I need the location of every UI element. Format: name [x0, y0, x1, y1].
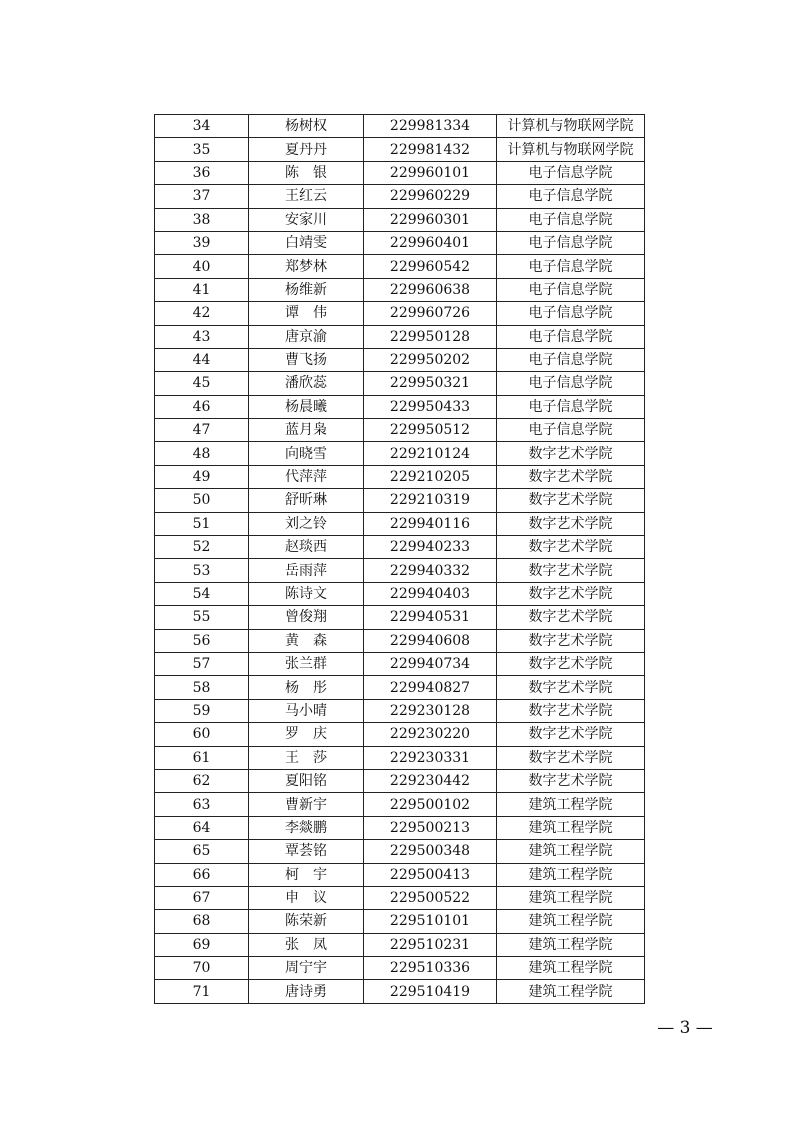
row-number-cell: 45	[155, 372, 249, 395]
row-number-cell: 37	[155, 185, 249, 208]
table-row	[155, 302, 645, 325]
student-id-cell: 229940403	[364, 582, 497, 605]
table-row	[155, 325, 645, 348]
row-number-cell: 71	[155, 980, 249, 1003]
row-number-cell: 69	[155, 933, 249, 956]
student-name-cell: 杨晨曦	[249, 395, 364, 418]
student-name-cell: 赵琰西	[249, 536, 364, 559]
student-id-cell: 229510419	[364, 980, 497, 1003]
student-name-cell: 罗 庆	[249, 723, 364, 746]
student-name-cell: 安家川	[249, 208, 364, 231]
table-row	[155, 980, 645, 1003]
student-id-cell: 229230331	[364, 746, 497, 769]
table-row	[155, 372, 645, 395]
student-id-cell: 229940332	[364, 559, 497, 582]
college-name-cell: 建筑工程学院	[497, 886, 645, 909]
table-row	[155, 395, 645, 418]
college-name-cell: 建筑工程学院	[497, 793, 645, 816]
student-name-cell: 张 凤	[249, 933, 364, 956]
table-row	[155, 816, 645, 839]
student-name-cell: 蓝月枭	[249, 419, 364, 442]
student-name-cell: 白靖雯	[249, 231, 364, 254]
table-row	[155, 863, 645, 886]
student-name-cell: 刘之铃	[249, 512, 364, 535]
row-number-cell: 36	[155, 161, 249, 184]
student-id-cell: 229230128	[364, 699, 497, 722]
college-name-cell: 电子信息学院	[497, 325, 645, 348]
student-name-cell: 唐诗勇	[249, 980, 364, 1003]
college-name-cell: 电子信息学院	[497, 395, 645, 418]
student-id-cell: 229981334	[364, 115, 497, 138]
row-number-cell: 70	[155, 957, 249, 980]
student-name-cell: 舒昕琳	[249, 489, 364, 512]
college-name-cell: 电子信息学院	[497, 419, 645, 442]
college-name-cell: 电子信息学院	[497, 278, 645, 301]
table-row	[155, 419, 645, 442]
table-row	[155, 512, 645, 535]
student-name-cell: 夏阳铭	[249, 769, 364, 792]
row-number-cell: 58	[155, 676, 249, 699]
student-name-cell: 覃荟铭	[249, 840, 364, 863]
table-row	[155, 559, 645, 582]
row-number-cell: 65	[155, 840, 249, 863]
table-row	[155, 886, 645, 909]
college-name-cell: 数字艺术学院	[497, 699, 645, 722]
student-name-cell: 郑梦林	[249, 255, 364, 278]
table-row	[155, 348, 645, 371]
college-name-cell: 建筑工程学院	[497, 980, 645, 1003]
student-name-cell: 曾俊翔	[249, 606, 364, 629]
row-number-cell: 44	[155, 348, 249, 371]
college-name-cell: 数字艺术学院	[497, 676, 645, 699]
student-id-cell: 229960229	[364, 185, 497, 208]
row-number-cell: 39	[155, 231, 249, 254]
college-name-cell: 电子信息学院	[497, 348, 645, 371]
row-number-cell: 49	[155, 465, 249, 488]
row-number-cell: 35	[155, 138, 249, 161]
student-id-cell: 229950128	[364, 325, 497, 348]
table-row	[155, 536, 645, 559]
student-name-cell: 陈 银	[249, 161, 364, 184]
student-name-cell: 杨 彤	[249, 676, 364, 699]
student-name-cell: 向晓雪	[249, 442, 364, 465]
table-row	[155, 676, 645, 699]
student-id-cell: 229940608	[364, 629, 497, 652]
row-number-cell: 62	[155, 769, 249, 792]
table-row	[155, 185, 645, 208]
row-number-cell: 38	[155, 208, 249, 231]
table-row	[155, 138, 645, 161]
table-row	[155, 933, 645, 956]
student-id-cell: 229500413	[364, 863, 497, 886]
student-name-cell: 杨树权	[249, 115, 364, 138]
college-name-cell: 数字艺术学院	[497, 723, 645, 746]
college-name-cell: 电子信息学院	[497, 185, 645, 208]
college-name-cell: 数字艺术学院	[497, 512, 645, 535]
table-row	[155, 582, 645, 605]
student-name-cell: 柯 宇	[249, 863, 364, 886]
student-name-cell: 杨维新	[249, 278, 364, 301]
row-number-cell: 43	[155, 325, 249, 348]
row-number-cell: 34	[155, 115, 249, 138]
table-row	[155, 489, 645, 512]
table-row	[155, 606, 645, 629]
student-id-cell: 229960638	[364, 278, 497, 301]
college-name-cell: 电子信息学院	[497, 208, 645, 231]
row-number-cell: 48	[155, 442, 249, 465]
student-name-cell: 谭 伟	[249, 302, 364, 325]
table-row	[155, 115, 645, 138]
student-name-cell: 岳雨萍	[249, 559, 364, 582]
college-name-cell: 数字艺术学院	[497, 606, 645, 629]
student-id-cell: 229230220	[364, 723, 497, 746]
table-row	[155, 793, 645, 816]
table-row	[155, 255, 645, 278]
student-id-cell: 229500102	[364, 793, 497, 816]
college-name-cell: 建筑工程学院	[497, 816, 645, 839]
row-number-cell: 52	[155, 536, 249, 559]
table-row	[155, 442, 645, 465]
college-name-cell: 电子信息学院	[497, 302, 645, 325]
student-id-cell: 229960542	[364, 255, 497, 278]
student-name-cell: 夏丹丹	[249, 138, 364, 161]
student-id-cell: 229510231	[364, 933, 497, 956]
student-id-cell: 229940734	[364, 652, 497, 675]
college-name-cell: 数字艺术学院	[497, 489, 645, 512]
student-id-cell: 229950433	[364, 395, 497, 418]
row-number-cell: 41	[155, 278, 249, 301]
student-name-cell: 申 议	[249, 886, 364, 909]
college-name-cell: 建筑工程学院	[497, 840, 645, 863]
college-name-cell: 电子信息学院	[497, 161, 645, 184]
table-row	[155, 840, 645, 863]
student-name-cell: 曹新宇	[249, 793, 364, 816]
student-name-cell: 潘欣蕊	[249, 372, 364, 395]
student-id-cell: 229960726	[364, 302, 497, 325]
student-roster-table	[154, 114, 645, 1004]
college-name-cell: 数字艺术学院	[497, 465, 645, 488]
student-id-cell: 229510336	[364, 957, 497, 980]
college-name-cell: 建筑工程学院	[497, 957, 645, 980]
student-id-cell: 229960301	[364, 208, 497, 231]
college-name-cell: 数字艺术学院	[497, 769, 645, 792]
table-row	[155, 465, 645, 488]
student-id-cell: 229940233	[364, 536, 497, 559]
college-name-cell: 电子信息学院	[497, 372, 645, 395]
student-name-cell: 马小晴	[249, 699, 364, 722]
college-name-cell: 数字艺术学院	[497, 442, 645, 465]
row-number-cell: 42	[155, 302, 249, 325]
college-name-cell: 电子信息学院	[497, 231, 645, 254]
row-number-cell: 60	[155, 723, 249, 746]
college-name-cell: 建筑工程学院	[497, 910, 645, 933]
table-row	[155, 652, 645, 675]
student-name-cell: 唐京渝	[249, 325, 364, 348]
row-number-cell: 57	[155, 652, 249, 675]
row-number-cell: 47	[155, 419, 249, 442]
college-name-cell: 数字艺术学院	[497, 559, 645, 582]
student-id-cell: 229950321	[364, 372, 497, 395]
page-number: — 3 —	[657, 1018, 713, 1038]
row-number-cell: 63	[155, 793, 249, 816]
row-number-cell: 68	[155, 910, 249, 933]
table-row	[155, 723, 645, 746]
student-id-cell: 229500348	[364, 840, 497, 863]
student-id-cell: 229210124	[364, 442, 497, 465]
student-id-cell: 229940531	[364, 606, 497, 629]
table-row	[155, 746, 645, 769]
college-name-cell: 数字艺术学院	[497, 582, 645, 605]
student-id-cell: 229500213	[364, 816, 497, 839]
college-name-cell: 计算机与物联网学院	[497, 138, 645, 161]
college-name-cell: 数字艺术学院	[497, 652, 645, 675]
table-row	[155, 769, 645, 792]
table-row	[155, 957, 645, 980]
college-name-cell: 电子信息学院	[497, 255, 645, 278]
table-row	[155, 278, 645, 301]
student-name-cell: 代萍萍	[249, 465, 364, 488]
table-row	[155, 208, 645, 231]
table-row	[155, 699, 645, 722]
roster-table-body	[155, 115, 645, 1004]
student-id-cell: 229510101	[364, 910, 497, 933]
row-number-cell: 59	[155, 699, 249, 722]
student-id-cell: 229981432	[364, 138, 497, 161]
student-id-cell: 229940116	[364, 512, 497, 535]
student-id-cell: 229230442	[364, 769, 497, 792]
row-number-cell: 50	[155, 489, 249, 512]
student-name-cell: 陈荣新	[249, 910, 364, 933]
row-number-cell: 46	[155, 395, 249, 418]
college-name-cell: 数字艺术学院	[497, 536, 645, 559]
student-id-cell: 229950512	[364, 419, 497, 442]
college-name-cell: 计算机与物联网学院	[497, 115, 645, 138]
row-number-cell: 53	[155, 559, 249, 582]
student-id-cell: 229500522	[364, 886, 497, 909]
student-id-cell: 229950202	[364, 348, 497, 371]
student-id-cell: 229960401	[364, 231, 497, 254]
student-id-cell: 229960101	[364, 161, 497, 184]
row-number-cell: 66	[155, 863, 249, 886]
table-row	[155, 629, 645, 652]
student-name-cell: 王 莎	[249, 746, 364, 769]
student-id-cell: 229210319	[364, 489, 497, 512]
row-number-cell: 40	[155, 255, 249, 278]
college-name-cell: 建筑工程学院	[497, 933, 645, 956]
table-row	[155, 161, 645, 184]
college-name-cell: 数字艺术学院	[497, 629, 645, 652]
college-name-cell: 建筑工程学院	[497, 863, 645, 886]
table-row	[155, 910, 645, 933]
student-name-cell: 张兰群	[249, 652, 364, 675]
student-name-cell: 黄 森	[249, 629, 364, 652]
student-name-cell: 曹飞扬	[249, 348, 364, 371]
row-number-cell: 56	[155, 629, 249, 652]
student-id-cell: 229210205	[364, 465, 497, 488]
row-number-cell: 67	[155, 886, 249, 909]
college-name-cell: 数字艺术学院	[497, 746, 645, 769]
row-number-cell: 51	[155, 512, 249, 535]
row-number-cell: 61	[155, 746, 249, 769]
student-name-cell: 李燚鹏	[249, 816, 364, 839]
student-name-cell: 王红云	[249, 185, 364, 208]
student-id-cell: 229940827	[364, 676, 497, 699]
table-row	[155, 231, 645, 254]
row-number-cell: 55	[155, 606, 249, 629]
student-name-cell: 周宁宇	[249, 957, 364, 980]
student-name-cell: 陈诗文	[249, 582, 364, 605]
row-number-cell: 54	[155, 582, 249, 605]
row-number-cell: 64	[155, 816, 249, 839]
